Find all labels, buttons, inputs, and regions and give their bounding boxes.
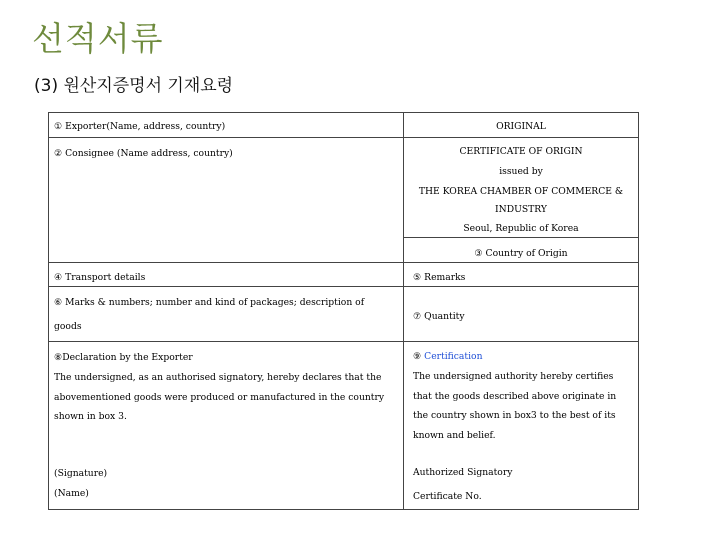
issuer-line2: INDUSTRY [495, 204, 547, 215]
divider-box4 [48, 286, 639, 287]
issued-by-label: issued by [499, 166, 543, 177]
page-title: 선적서류 [32, 19, 164, 58]
box6-marks-label-line2: goods [54, 321, 82, 332]
page-subtitle: (3) 원산지증명서 기재요령 [34, 76, 234, 96]
form-left-border [48, 112, 49, 510]
original-label: ORIGINAL [496, 121, 546, 132]
certificate-title: CERTIFICATE OF ORIGIN [459, 146, 583, 157]
form-top-border [48, 112, 639, 113]
box9-body-line2: that the goods described above originate in [413, 391, 617, 402]
box9-number: ⑨ [413, 351, 422, 362]
signature-label: (Signature) [54, 468, 108, 479]
box5-remarks-label: ⑤ Remarks [413, 272, 466, 283]
certificate-of-origin-form [48, 112, 639, 510]
certificate-no-label: Certificate No. [413, 491, 482, 502]
box8-body-line3: shown in box 3. [54, 411, 127, 422]
divider-box3 [48, 262, 639, 263]
divider-issuer [403, 237, 639, 238]
form-bottom-border [48, 509, 639, 510]
box9-certification-label: Certification [424, 351, 483, 362]
box9-body-line4: known and belief. [413, 430, 496, 441]
divider-box1 [48, 137, 639, 138]
box2-consignee-label: ② Consignee (Name address, country) [54, 148, 233, 159]
divider-box6 [48, 341, 639, 342]
box3-country-of-origin-label: ③ Country of Origin [474, 248, 568, 259]
box8-declaration-title: ⑧Declaration by the Exporter [54, 352, 193, 363]
box7-quantity-label: ⑦ Quantity [413, 311, 465, 322]
box8-body-line2: abovementioned goods were produced or manufactured in the country [54, 392, 385, 403]
box6-marks-label-line1: ⑥ Marks & numbers; number and kind of packages; description of [54, 297, 365, 308]
issuer-line1: THE KOREA CHAMBER OF COMMERCE & [418, 186, 624, 197]
box4-transport-details-label: ④ Transport details [54, 272, 146, 283]
name-label: (Name) [54, 488, 89, 499]
box9-certification-title [413, 352, 483, 361]
authorized-signatory-label: Authorized Signatory [413, 467, 513, 478]
box9-body-line1: The undersigned authority hereby certifies [413, 371, 614, 382]
box9-body-line3: the country shown in box3 to the best of its [413, 410, 616, 421]
box1-exporter-label: ① Exporter(Name, address, country) [54, 121, 226, 132]
box8-body-line1: The undersigned, as an authorised signatory, hereby declares that the [54, 372, 382, 383]
issuer-location: Seoul, Republic of Korea [463, 223, 579, 234]
